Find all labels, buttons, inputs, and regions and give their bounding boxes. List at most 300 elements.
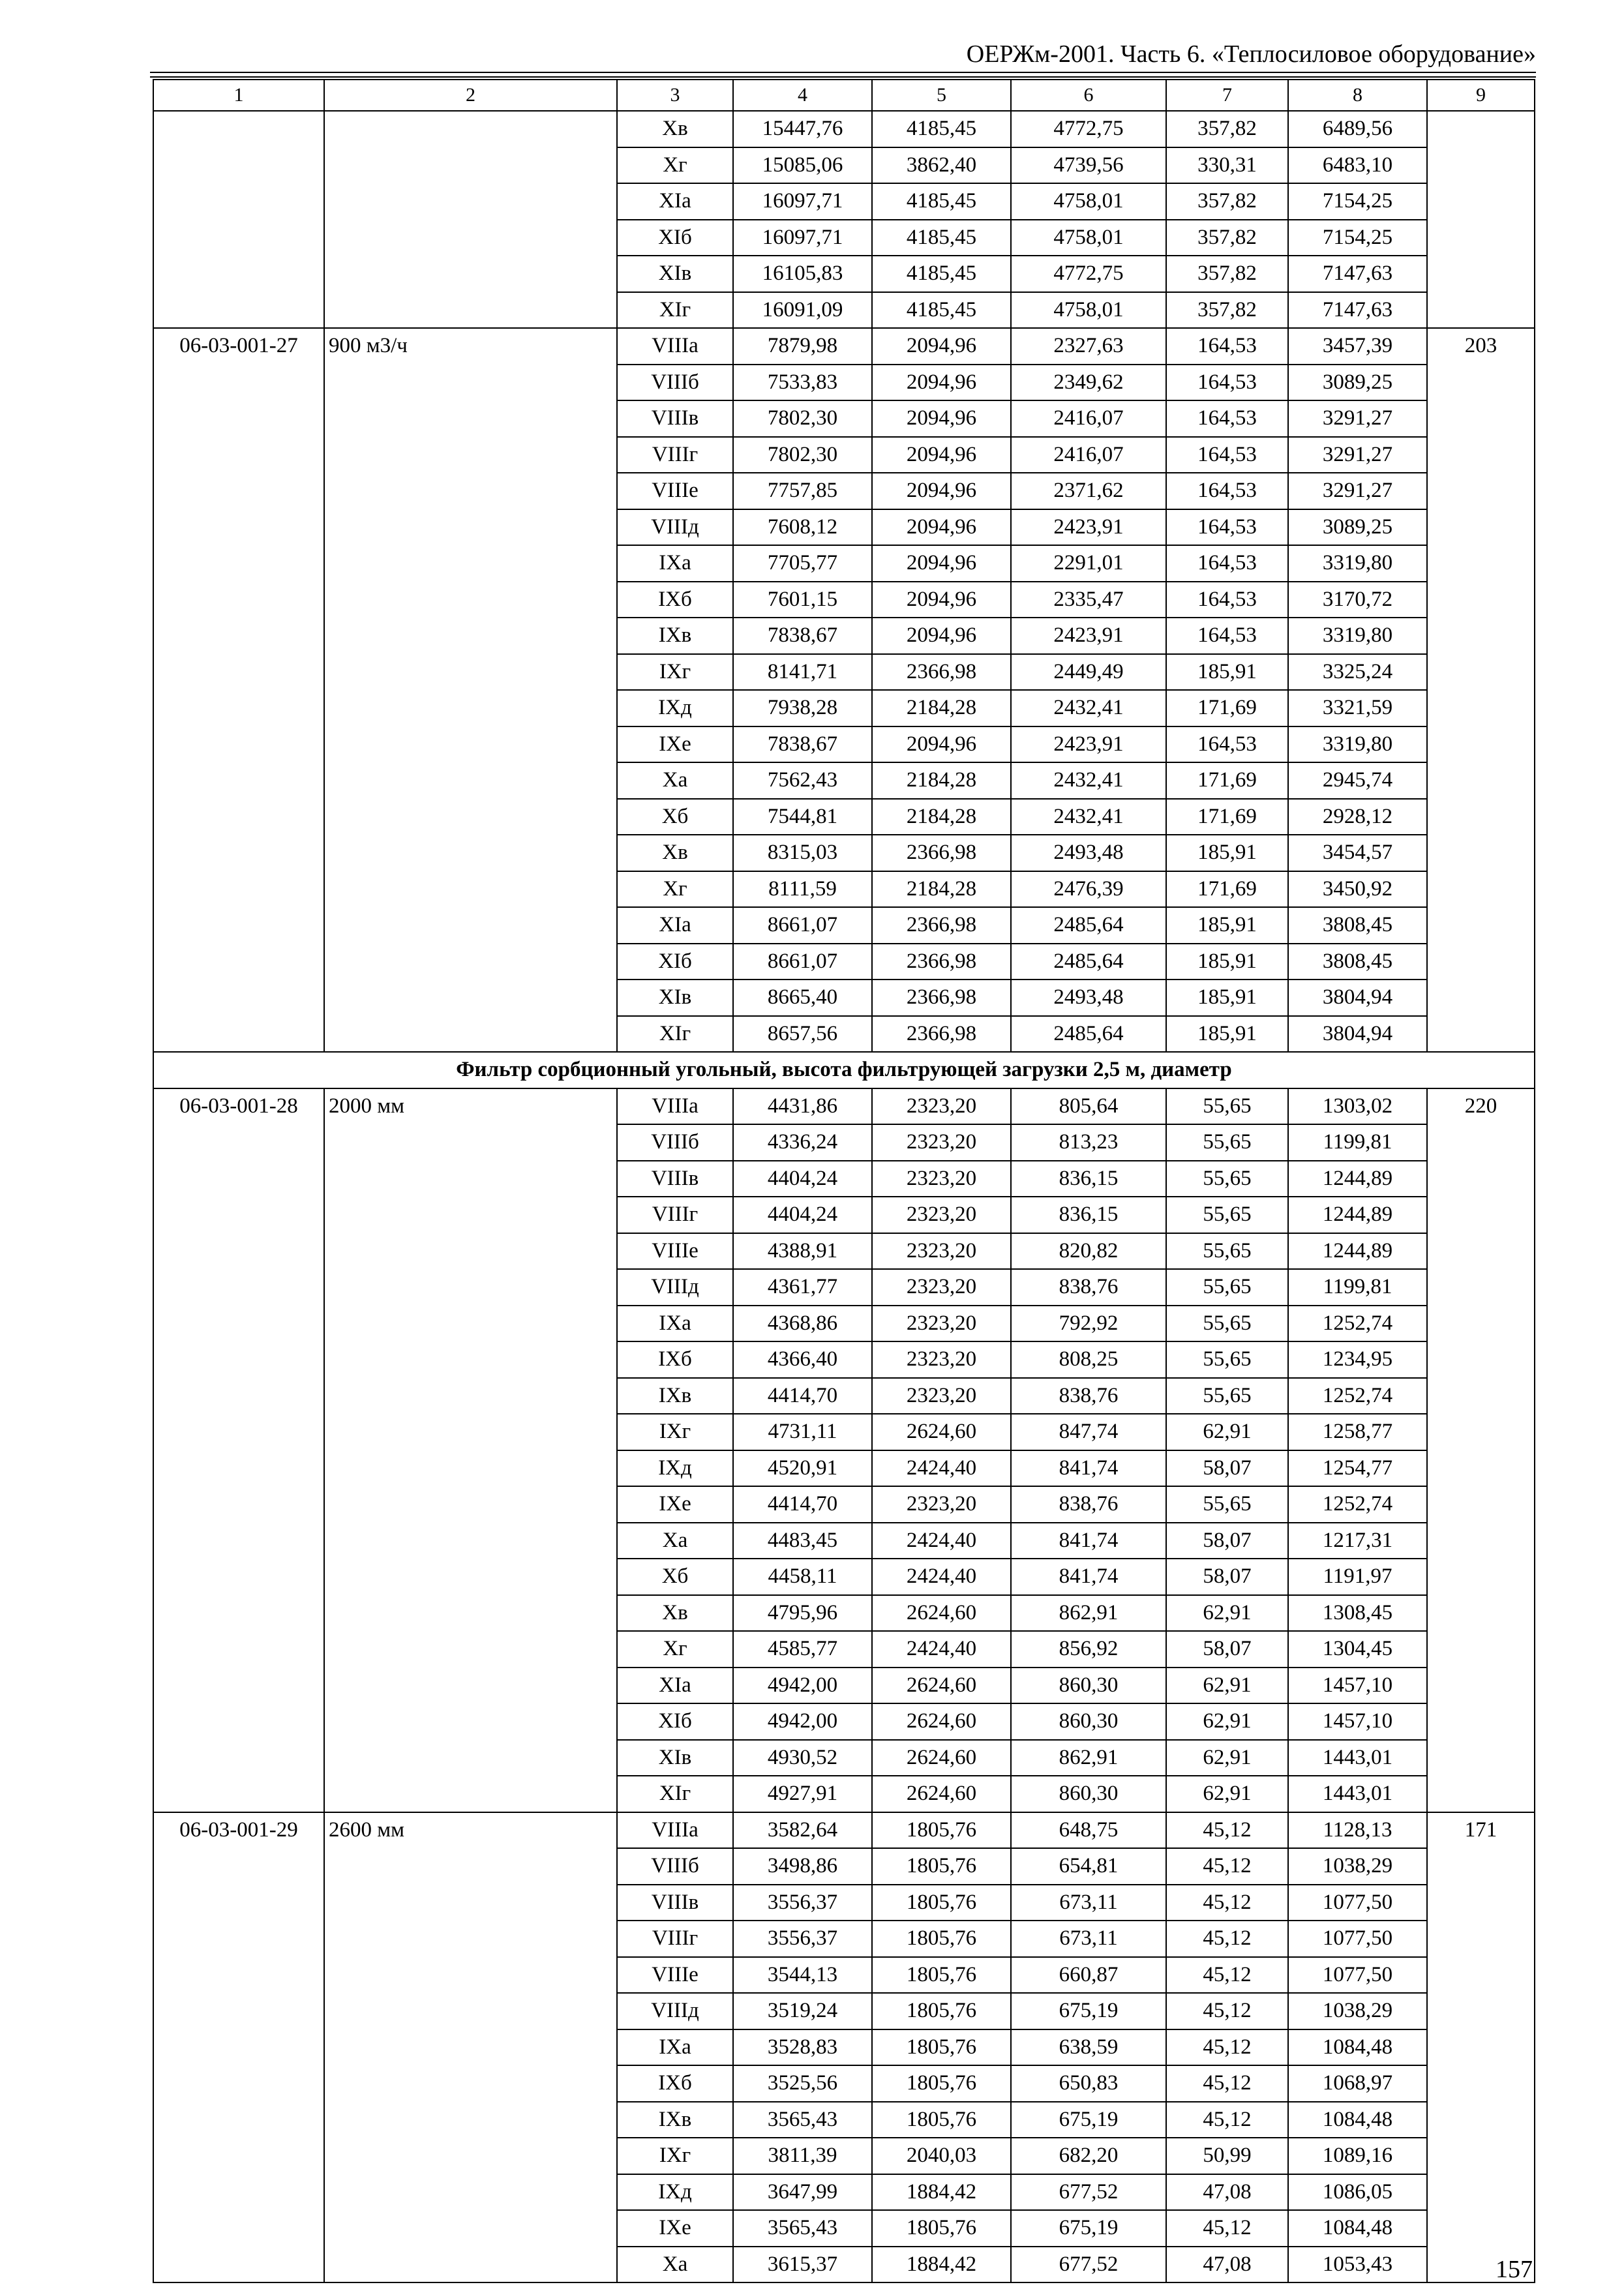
value-cell: 2449,49 (1011, 654, 1166, 691)
value-cell: 2424,40 (872, 1523, 1011, 1559)
value-cell: 2624,60 (872, 1703, 1011, 1740)
value-cell: 6489,56 (1288, 111, 1427, 147)
value-cell: 3170,72 (1288, 582, 1427, 618)
value-cell: 4431,86 (733, 1088, 872, 1125)
value-cell: 675,19 (1011, 1993, 1166, 2029)
value-cell: 16097,71 (733, 183, 872, 220)
value-cell: 2184,28 (872, 799, 1011, 835)
value-cell: 171,69 (1166, 871, 1288, 908)
value-cell: 841,74 (1011, 1523, 1166, 1559)
value-cell: 3450,92 (1288, 871, 1427, 908)
value-cell: 2040,03 (872, 2138, 1011, 2174)
zone-cell: VIIIв (617, 1885, 733, 1921)
value-cell: 4930,52 (733, 1740, 872, 1776)
zone-cell: IXe (617, 1486, 733, 1523)
value-cell: 7601,15 (733, 582, 872, 618)
value-cell: 7757,85 (733, 473, 872, 509)
value-cell: 16097,71 (733, 220, 872, 256)
value-cell: 836,15 (1011, 1197, 1166, 1233)
zone-cell: IXв (617, 618, 733, 654)
value-cell: 2423,91 (1011, 509, 1166, 546)
value-cell: 2432,41 (1011, 799, 1166, 835)
value-cell: 16105,83 (733, 256, 872, 292)
value-cell: 357,82 (1166, 256, 1288, 292)
value-cell: 3457,39 (1288, 328, 1427, 365)
zone-cell: XIa (617, 1668, 733, 1704)
value-cell: 638,59 (1011, 2029, 1166, 2066)
value-cell: 1244,89 (1288, 1233, 1427, 1270)
zone-cell: VIIIe (617, 1233, 733, 1270)
value-cell: 1234,95 (1288, 1341, 1427, 1378)
value-cell: 1244,89 (1288, 1161, 1427, 1197)
value-cell: 7147,63 (1288, 256, 1427, 292)
column-number: 4 (733, 80, 872, 111)
value-cell: 357,82 (1166, 183, 1288, 220)
value-cell: 55,65 (1166, 1124, 1288, 1161)
value-cell: 3556,37 (733, 1885, 872, 1921)
value-cell: 2424,40 (872, 1450, 1011, 1487)
value-cell: 805,64 (1011, 1088, 1166, 1125)
value-cell: 4772,75 (1011, 256, 1166, 292)
value-cell: 4942,00 (733, 1703, 872, 1740)
column-number: 3 (617, 80, 733, 111)
value-cell: 677,52 (1011, 2247, 1166, 2283)
value-cell: 3615,37 (733, 2247, 872, 2283)
rate-code-cell: 06-03-001-29 (153, 1812, 324, 2283)
value-cell: 2094,96 (872, 365, 1011, 401)
value-cell: 1457,10 (1288, 1703, 1427, 1740)
table-row (153, 328, 1535, 365)
value-cell: 673,11 (1011, 1885, 1166, 1921)
zone-cell: IXб (617, 1341, 733, 1378)
zone-cell: IXг (617, 654, 733, 691)
value-cell: 3454,57 (1288, 835, 1427, 871)
value-cell: 856,92 (1011, 1631, 1166, 1668)
rates-table (153, 79, 1535, 2283)
value-cell: 8111,59 (733, 871, 872, 908)
value-cell: 16091,09 (733, 292, 872, 329)
value-cell: 7938,28 (733, 690, 872, 726)
value-cell: 1244,89 (1288, 1197, 1427, 1233)
section-row (153, 1052, 1535, 1088)
value-cell: 2323,20 (872, 1088, 1011, 1125)
value-cell: 185,91 (1166, 654, 1288, 691)
zone-cell: XIг (617, 1016, 733, 1053)
value-cell: 6483,10 (1288, 147, 1427, 184)
value-cell: 2323,20 (872, 1486, 1011, 1523)
value-cell: 164,53 (1166, 545, 1288, 582)
value-cell: 58,07 (1166, 1559, 1288, 1595)
value-cell: 3498,86 (733, 1848, 872, 1885)
value-cell: 55,65 (1166, 1233, 1288, 1270)
value-cell: 1805,76 (872, 1957, 1011, 1994)
zone-cell: Xв (617, 111, 733, 147)
zone-cell: VIIIв (617, 400, 733, 437)
zone-cell: VIIIa (617, 1088, 733, 1125)
rate-code-cell: 06-03-001-27 (153, 328, 324, 1052)
value-cell: 15085,06 (733, 147, 872, 184)
value-cell: 58,07 (1166, 1523, 1288, 1559)
column-9-cell (1427, 111, 1535, 328)
rate-name-cell: 2600 мм (324, 1812, 617, 2283)
value-cell: 2094,96 (872, 509, 1011, 546)
value-cell: 3565,43 (733, 2102, 872, 2138)
value-cell: 1084,48 (1288, 2210, 1427, 2247)
value-cell: 45,12 (1166, 1957, 1288, 1994)
value-cell: 1304,45 (1288, 1631, 1427, 1668)
value-cell: 55,65 (1166, 1378, 1288, 1414)
value-cell: 1191,97 (1288, 1559, 1427, 1595)
value-cell: 3565,43 (733, 2210, 872, 2247)
value-cell: 1805,76 (872, 1921, 1011, 1957)
value-cell: 2493,48 (1011, 835, 1166, 871)
zone-cell: Xг (617, 147, 733, 184)
value-cell: 2366,98 (872, 835, 1011, 871)
zone-cell: IXб (617, 2065, 733, 2102)
column-number: 1 (153, 80, 324, 111)
value-cell: 2945,74 (1288, 762, 1427, 799)
value-cell: 2184,28 (872, 690, 1011, 726)
value-cell: 675,19 (1011, 2210, 1166, 2247)
value-cell: 3089,25 (1288, 509, 1427, 546)
value-cell: 2323,20 (872, 1124, 1011, 1161)
value-cell: 1084,48 (1288, 2029, 1427, 2066)
value-cell: 47,08 (1166, 2174, 1288, 2211)
value-cell: 164,53 (1166, 582, 1288, 618)
value-cell: 4185,45 (872, 111, 1011, 147)
value-cell: 820,82 (1011, 1233, 1166, 1270)
value-cell: 7802,30 (733, 400, 872, 437)
value-cell: 3291,27 (1288, 400, 1427, 437)
value-cell: 3089,25 (1288, 365, 1427, 401)
zone-cell: IXв (617, 2102, 733, 2138)
value-cell: 357,82 (1166, 111, 1288, 147)
zone-cell: Xa (617, 762, 733, 799)
column-number: 5 (872, 80, 1011, 111)
rate-code-cell (153, 111, 324, 328)
value-cell: 860,30 (1011, 1668, 1166, 1704)
column-number: 2 (324, 80, 617, 111)
value-cell: 62,91 (1166, 1668, 1288, 1704)
value-cell: 1258,77 (1288, 1414, 1427, 1450)
value-cell: 4404,24 (733, 1161, 872, 1197)
value-cell: 55,65 (1166, 1486, 1288, 1523)
zone-cell: VIIIд (617, 1269, 733, 1306)
value-cell: 1217,31 (1288, 1523, 1427, 1559)
zone-cell: Xв (617, 835, 733, 871)
value-cell: 648,75 (1011, 1812, 1166, 1849)
value-cell: 1884,42 (872, 2247, 1011, 2283)
value-cell: 4731,11 (733, 1414, 872, 1450)
value-cell: 838,76 (1011, 1486, 1166, 1523)
zone-cell: IXд (617, 2174, 733, 2211)
value-cell: 650,83 (1011, 2065, 1166, 2102)
value-cell: 55,65 (1166, 1306, 1288, 1342)
value-cell: 1457,10 (1288, 1668, 1427, 1704)
value-cell: 2493,48 (1011, 980, 1166, 1016)
column-9-cell: 171 (1427, 1812, 1535, 2283)
value-cell: 677,52 (1011, 2174, 1166, 2211)
value-cell: 330,31 (1166, 147, 1288, 184)
value-cell: 860,30 (1011, 1703, 1166, 1740)
value-cell: 2485,64 (1011, 1016, 1166, 1053)
rate-code-cell: 06-03-001-28 (153, 1088, 324, 1812)
value-cell: 1254,77 (1288, 1450, 1427, 1487)
value-cell: 2416,07 (1011, 400, 1166, 437)
zone-cell: Xa (617, 2247, 733, 2283)
value-cell: 8661,07 (733, 944, 872, 980)
value-cell: 45,12 (1166, 2065, 1288, 2102)
rate-name-cell: 2000 мм (324, 1088, 617, 1812)
value-cell: 836,15 (1011, 1161, 1166, 1197)
zone-cell: IXe (617, 726, 733, 763)
zone-cell: IXa (617, 2029, 733, 2066)
value-cell: 2335,47 (1011, 582, 1166, 618)
zone-cell: Xб (617, 799, 733, 835)
value-cell: 3582,64 (733, 1812, 872, 1849)
value-cell: 62,91 (1166, 1776, 1288, 1812)
value-cell: 357,82 (1166, 292, 1288, 329)
value-cell: 2366,98 (872, 944, 1011, 980)
value-cell: 7147,63 (1288, 292, 1427, 329)
value-cell: 7705,77 (733, 545, 872, 582)
zone-cell: Xa (617, 1523, 733, 1559)
value-cell: 682,20 (1011, 2138, 1166, 2174)
value-cell: 4185,45 (872, 292, 1011, 329)
value-cell: 654,81 (1011, 1848, 1166, 1885)
value-cell: 3647,99 (733, 2174, 872, 2211)
value-cell: 164,53 (1166, 437, 1288, 473)
value-cell: 62,91 (1166, 1740, 1288, 1776)
zone-cell: VIIIг (617, 1921, 733, 1957)
value-cell: 164,53 (1166, 618, 1288, 654)
value-cell: 164,53 (1166, 509, 1288, 546)
value-cell: 2094,96 (872, 726, 1011, 763)
value-cell: 1128,13 (1288, 1812, 1427, 1849)
column-number: 9 (1427, 80, 1535, 111)
value-cell: 3862,40 (872, 147, 1011, 184)
zone-cell: VIIIa (617, 1812, 733, 1849)
value-cell: 3291,27 (1288, 437, 1427, 473)
value-cell: 45,12 (1166, 1812, 1288, 1849)
value-cell: 813,23 (1011, 1124, 1166, 1161)
value-cell: 4185,45 (872, 256, 1011, 292)
page-number: 157 (1496, 2256, 1533, 2283)
zone-cell: IXг (617, 1414, 733, 1450)
value-cell: 4520,91 (733, 1450, 872, 1487)
zone-cell: VIIIб (617, 1848, 733, 1885)
value-cell: 4458,11 (733, 1559, 872, 1595)
value-cell: 4361,77 (733, 1269, 872, 1306)
value-cell: 2432,41 (1011, 690, 1166, 726)
value-cell: 4483,45 (733, 1523, 872, 1559)
value-cell: 1038,29 (1288, 1993, 1427, 2029)
value-cell: 1086,05 (1288, 2174, 1427, 2211)
zone-cell: IXг (617, 2138, 733, 2174)
value-cell: 862,91 (1011, 1595, 1166, 1632)
value-cell: 660,87 (1011, 1957, 1166, 1994)
value-cell: 45,12 (1166, 2210, 1288, 2247)
section-title: Фильтр сорбционный угольный, высота фильтрующей загрузки 2,5 м, диаметр (153, 1052, 1535, 1088)
value-cell: 1084,48 (1288, 2102, 1427, 2138)
value-cell: 2094,96 (872, 545, 1011, 582)
value-cell: 62,91 (1166, 1703, 1288, 1740)
value-cell: 2323,20 (872, 1341, 1011, 1378)
value-cell: 4772,75 (1011, 111, 1166, 147)
value-cell: 847,74 (1011, 1414, 1166, 1450)
value-cell: 58,07 (1166, 1631, 1288, 1668)
value-cell: 357,82 (1166, 220, 1288, 256)
value-cell: 7879,98 (733, 328, 872, 365)
value-cell: 2423,91 (1011, 726, 1166, 763)
header-rule-double (150, 76, 1536, 78)
value-cell: 3556,37 (733, 1921, 872, 1957)
value-cell: 2327,63 (1011, 328, 1166, 365)
value-cell: 7608,12 (733, 509, 872, 546)
value-cell: 4414,70 (733, 1378, 872, 1414)
zone-cell: IXa (617, 1306, 733, 1342)
zone-cell: VIIIб (617, 365, 733, 401)
value-cell: 3808,45 (1288, 907, 1427, 944)
value-cell: 8661,07 (733, 907, 872, 944)
value-cell: 2424,40 (872, 1631, 1011, 1668)
value-cell: 3319,80 (1288, 618, 1427, 654)
value-cell: 8665,40 (733, 980, 872, 1016)
value-cell: 4758,01 (1011, 292, 1166, 329)
table-body (153, 80, 1535, 2282)
value-cell: 45,12 (1166, 1921, 1288, 1957)
value-cell: 3519,24 (733, 1993, 872, 2029)
value-cell: 3525,56 (733, 2065, 872, 2102)
value-cell: 1805,76 (872, 2210, 1011, 2247)
value-cell: 1053,43 (1288, 2247, 1427, 2283)
column-number: 8 (1288, 80, 1427, 111)
value-cell: 7838,67 (733, 726, 872, 763)
value-cell: 164,53 (1166, 726, 1288, 763)
value-cell: 2323,20 (872, 1269, 1011, 1306)
value-cell: 1252,74 (1288, 1378, 1427, 1414)
value-cell: 8141,71 (733, 654, 872, 691)
value-cell: 62,91 (1166, 1595, 1288, 1632)
value-cell: 3291,27 (1288, 473, 1427, 509)
value-cell: 1199,81 (1288, 1269, 1427, 1306)
zone-cell: XIб (617, 944, 733, 980)
zone-cell: XIг (617, 292, 733, 329)
value-cell: 15447,76 (733, 111, 872, 147)
value-cell: 1252,74 (1288, 1306, 1427, 1342)
value-cell: 2366,98 (872, 980, 1011, 1016)
value-cell: 2371,62 (1011, 473, 1166, 509)
zone-cell: VIIIд (617, 509, 733, 546)
value-cell: 2094,96 (872, 618, 1011, 654)
value-cell: 3321,59 (1288, 690, 1427, 726)
zone-cell: IXe (617, 2210, 733, 2247)
zone-cell: Xв (617, 1595, 733, 1632)
value-cell: 2323,20 (872, 1161, 1011, 1197)
value-cell: 860,30 (1011, 1776, 1166, 1812)
value-cell: 808,25 (1011, 1341, 1166, 1378)
zone-cell: XIв (617, 256, 733, 292)
value-cell: 3325,24 (1288, 654, 1427, 691)
zone-cell: VIIIг (617, 1197, 733, 1233)
rate-name-cell: 900 м3/ч (324, 328, 617, 1052)
value-cell: 2323,20 (872, 1233, 1011, 1270)
value-cell: 2291,01 (1011, 545, 1166, 582)
value-cell: 2094,96 (872, 400, 1011, 437)
value-cell: 4758,01 (1011, 220, 1166, 256)
value-cell: 2624,60 (872, 1414, 1011, 1450)
zone-cell: IXд (617, 690, 733, 726)
value-cell: 4927,91 (733, 1776, 872, 1812)
zone-cell: XIб (617, 220, 733, 256)
value-cell: 1805,76 (872, 2065, 1011, 2102)
value-cell: 2094,96 (872, 582, 1011, 618)
table-row (153, 1812, 1535, 1849)
column-number: 7 (1166, 80, 1288, 111)
value-cell: 8315,03 (733, 835, 872, 871)
value-cell: 185,91 (1166, 980, 1288, 1016)
value-cell: 1805,76 (872, 1885, 1011, 1921)
value-cell: 2366,98 (872, 1016, 1011, 1053)
page-header: ОЕРЖм-2001. Часть 6. «Теплосиловое оборудование» (966, 40, 1536, 68)
value-cell: 1884,42 (872, 2174, 1011, 2211)
value-cell: 4368,86 (733, 1306, 872, 1342)
value-cell: 55,65 (1166, 1161, 1288, 1197)
value-cell: 4758,01 (1011, 183, 1166, 220)
value-cell: 7154,25 (1288, 220, 1427, 256)
zone-cell: VIIIв (617, 1161, 733, 1197)
value-cell: 3319,80 (1288, 545, 1427, 582)
value-cell: 1077,50 (1288, 1885, 1427, 1921)
value-cell: 171,69 (1166, 799, 1288, 835)
value-cell: 2432,41 (1011, 762, 1166, 799)
value-cell: 55,65 (1166, 1088, 1288, 1125)
value-cell: 4366,40 (733, 1341, 872, 1378)
value-cell: 185,91 (1166, 1016, 1288, 1053)
value-cell: 2094,96 (872, 328, 1011, 365)
value-cell: 2349,62 (1011, 365, 1166, 401)
value-cell: 841,74 (1011, 1559, 1166, 1595)
value-cell: 841,74 (1011, 1450, 1166, 1487)
zone-cell: XIв (617, 980, 733, 1016)
value-cell: 55,65 (1166, 1341, 1288, 1378)
value-cell: 2476,39 (1011, 871, 1166, 908)
value-cell: 3804,94 (1288, 980, 1427, 1016)
value-cell: 3319,80 (1288, 726, 1427, 763)
value-cell: 4795,96 (733, 1595, 872, 1632)
value-cell: 1077,50 (1288, 1921, 1427, 1957)
column-9-cell: 220 (1427, 1088, 1535, 1812)
value-cell: 2624,60 (872, 1776, 1011, 1812)
value-cell: 1252,74 (1288, 1486, 1427, 1523)
zone-cell: VIIIд (617, 1993, 733, 2029)
value-cell: 7533,83 (733, 365, 872, 401)
column-number: 6 (1011, 80, 1166, 111)
zone-cell: VIIIг (617, 437, 733, 473)
value-cell: 3528,83 (733, 2029, 872, 2066)
zone-cell: VIIIa (617, 328, 733, 365)
value-cell: 2094,96 (872, 473, 1011, 509)
value-cell: 2624,60 (872, 1668, 1011, 1704)
zone-cell: XIa (617, 907, 733, 944)
zone-cell: XIв (617, 1740, 733, 1776)
value-cell: 1303,02 (1288, 1088, 1427, 1125)
value-cell: 50,99 (1166, 2138, 1288, 2174)
value-cell: 2624,60 (872, 1595, 1011, 1632)
value-cell: 4185,45 (872, 183, 1011, 220)
zone-cell: XIa (617, 183, 733, 220)
value-cell: 2094,96 (872, 437, 1011, 473)
